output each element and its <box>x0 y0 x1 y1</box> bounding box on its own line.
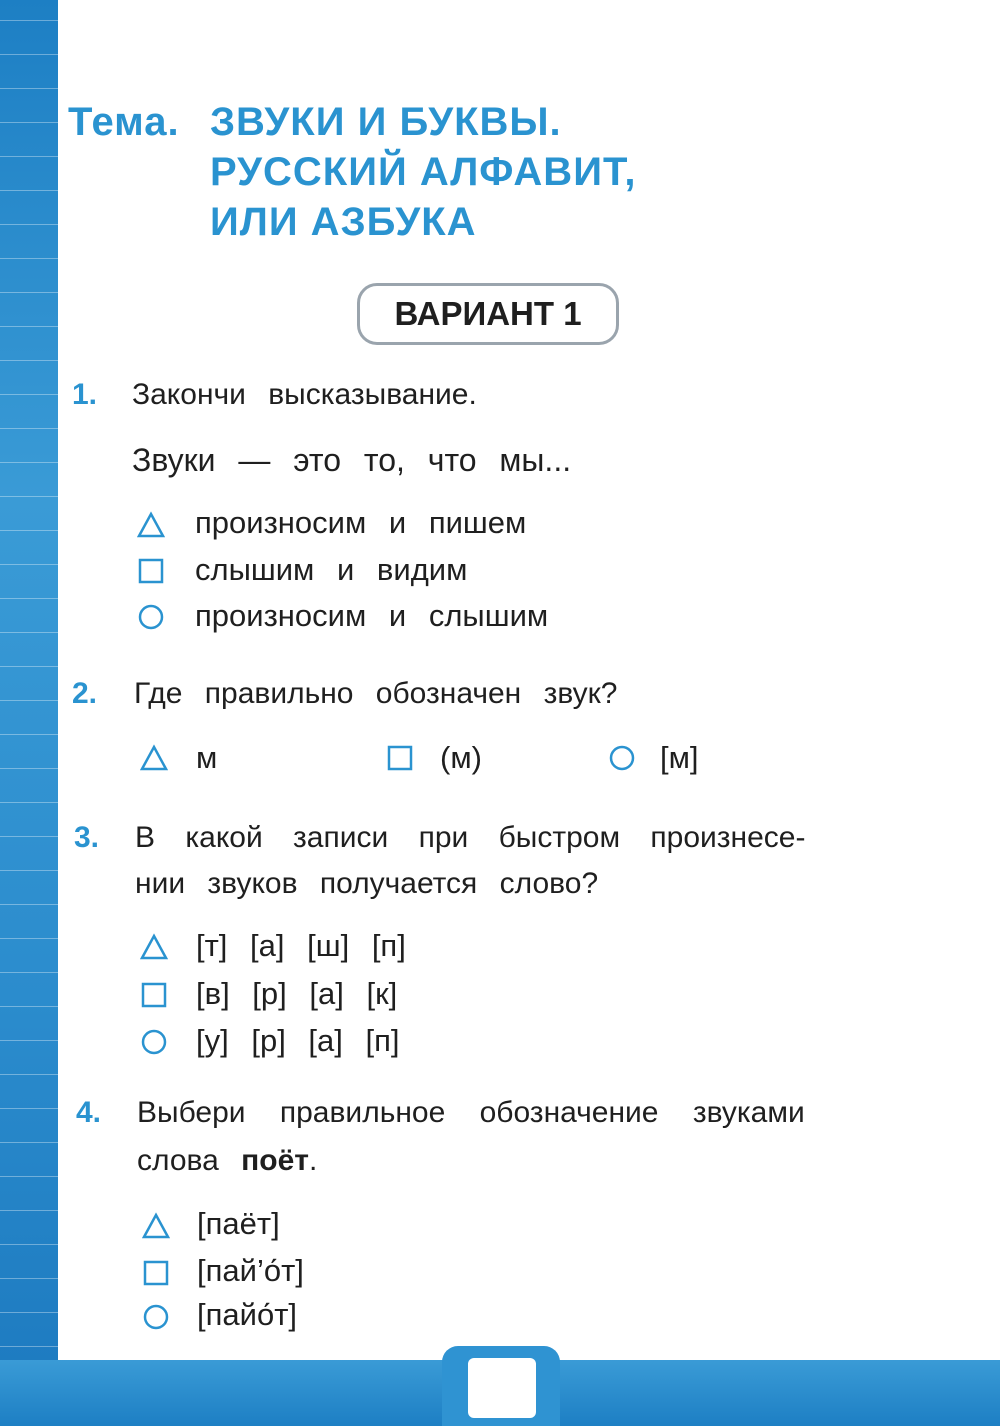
triangle-icon[interactable] <box>140 933 168 961</box>
question-3-number: 3. <box>74 821 100 854</box>
question-4-number: 4. <box>76 1096 102 1129</box>
circle-icon[interactable] <box>608 744 636 772</box>
question-2-option-1: м <box>196 740 218 775</box>
strip-rule-line <box>0 1006 58 1007</box>
question-4-text-line-2 <box>137 1144 317 1178</box>
topic-title-line-1: ЗВУКИ И БУКВЫ. <box>210 100 562 144</box>
strip-rule-line <box>0 462 58 463</box>
strip-rule-line <box>0 292 58 293</box>
question-4-option-3: [пайо́т] <box>197 1297 298 1332</box>
topic-title-line-3: ИЛИ АЗБУКА <box>210 200 477 244</box>
strip-rule-line <box>0 836 58 837</box>
question-2-option-2: (м) <box>440 740 482 775</box>
strip-rule-line <box>0 870 58 871</box>
variant-badge: ВАРИАНТ 1 <box>357 283 619 345</box>
strip-rule-line <box>0 666 58 667</box>
circle-icon[interactable] <box>142 1303 170 1331</box>
strip-rule-line <box>0 1074 58 1075</box>
strip-rule-line <box>0 1040 58 1041</box>
topic-label: Тема. <box>68 100 180 144</box>
strip-rule-line <box>0 1142 58 1143</box>
question-4-text-post: . <box>308 1144 318 1177</box>
strip-rule-line <box>0 1210 58 1211</box>
question-2-option-3: [м] <box>660 740 699 775</box>
strip-rule-line <box>0 632 58 633</box>
topic-title-line-2: РУССКИЙ АЛФАВИТ, <box>210 150 637 194</box>
strip-rule-line <box>0 1108 58 1109</box>
square-icon[interactable] <box>386 744 414 772</box>
circle-icon[interactable] <box>140 1028 168 1056</box>
triangle-icon[interactable] <box>137 511 165 539</box>
question-3-option-3: [у] [р] [а] [п] <box>196 1023 400 1058</box>
circle-icon[interactable] <box>137 603 165 631</box>
strip-rule-line <box>0 1244 58 1245</box>
square-icon[interactable] <box>142 1259 170 1287</box>
strip-rule-line <box>0 564 58 565</box>
question-4-text-pre: слова <box>137 1144 219 1177</box>
strip-rule-line <box>0 598 58 599</box>
strip-rule-line <box>0 224 58 225</box>
strip-rule-line <box>0 122 58 123</box>
question-1-option-3: произносим и слышим <box>195 598 549 633</box>
square-icon[interactable] <box>137 557 165 585</box>
strip-rule-line <box>0 1278 58 1279</box>
question-1-sub: Звуки — это то, что мы... <box>132 442 572 478</box>
square-icon[interactable] <box>140 981 168 1009</box>
question-2-number: 2. <box>72 677 98 710</box>
question-3-option-1: [т] [а] [ш] [п] <box>196 928 406 963</box>
strip-rule-line <box>0 190 58 191</box>
strip-rule-line <box>0 496 58 497</box>
page-number-box <box>468 1358 536 1418</box>
question-3-text-line-2: нии звуков получается слово? <box>135 867 599 900</box>
question-4-option-2: [пай’о́т] <box>197 1253 304 1288</box>
strip-rule-line <box>0 20 58 21</box>
strip-rule-line <box>0 326 58 327</box>
question-1-option-1: произносим и пишем <box>195 505 527 540</box>
strip-rule-line <box>0 258 58 259</box>
strip-rule-line <box>0 734 58 735</box>
triangle-icon[interactable] <box>140 744 168 772</box>
triangle-icon[interactable] <box>142 1212 170 1240</box>
question-1-number: 1. <box>72 378 98 411</box>
strip-rule-line <box>0 394 58 395</box>
question-4-text-line-1: Выбери правильное обозначение звуками <box>137 1096 805 1129</box>
strip-rule-line <box>0 88 58 89</box>
strip-rule-line <box>0 530 58 531</box>
strip-rule-line <box>0 428 58 429</box>
strip-rule-line <box>0 1312 58 1313</box>
strip-rule-line <box>0 156 58 157</box>
strip-rule-line <box>0 938 58 939</box>
strip-rule-line <box>0 360 58 361</box>
strip-rule-line <box>0 1346 58 1347</box>
question-1-option-2: слышим и видим <box>195 552 468 587</box>
strip-rule-line <box>0 54 58 55</box>
question-4-word: поёт <box>241 1144 309 1177</box>
strip-rule-line <box>0 1176 58 1177</box>
question-3-option-2: [в] [р] [а] [к] <box>196 976 398 1011</box>
question-2-text: Где правильно обозначен звук? <box>134 677 618 710</box>
decorative-left-strip <box>0 0 58 1426</box>
strip-rule-line <box>0 972 58 973</box>
strip-rule-line <box>0 802 58 803</box>
strip-rule-line <box>0 904 58 905</box>
question-1-text: Закончи высказывание. <box>132 378 477 411</box>
question-4-option-1: [паёт] <box>197 1206 280 1241</box>
question-3-text-line-1: В какой записи при быстром произнесе- <box>135 821 806 854</box>
strip-rule-line <box>0 700 58 701</box>
strip-rule-line <box>0 768 58 769</box>
